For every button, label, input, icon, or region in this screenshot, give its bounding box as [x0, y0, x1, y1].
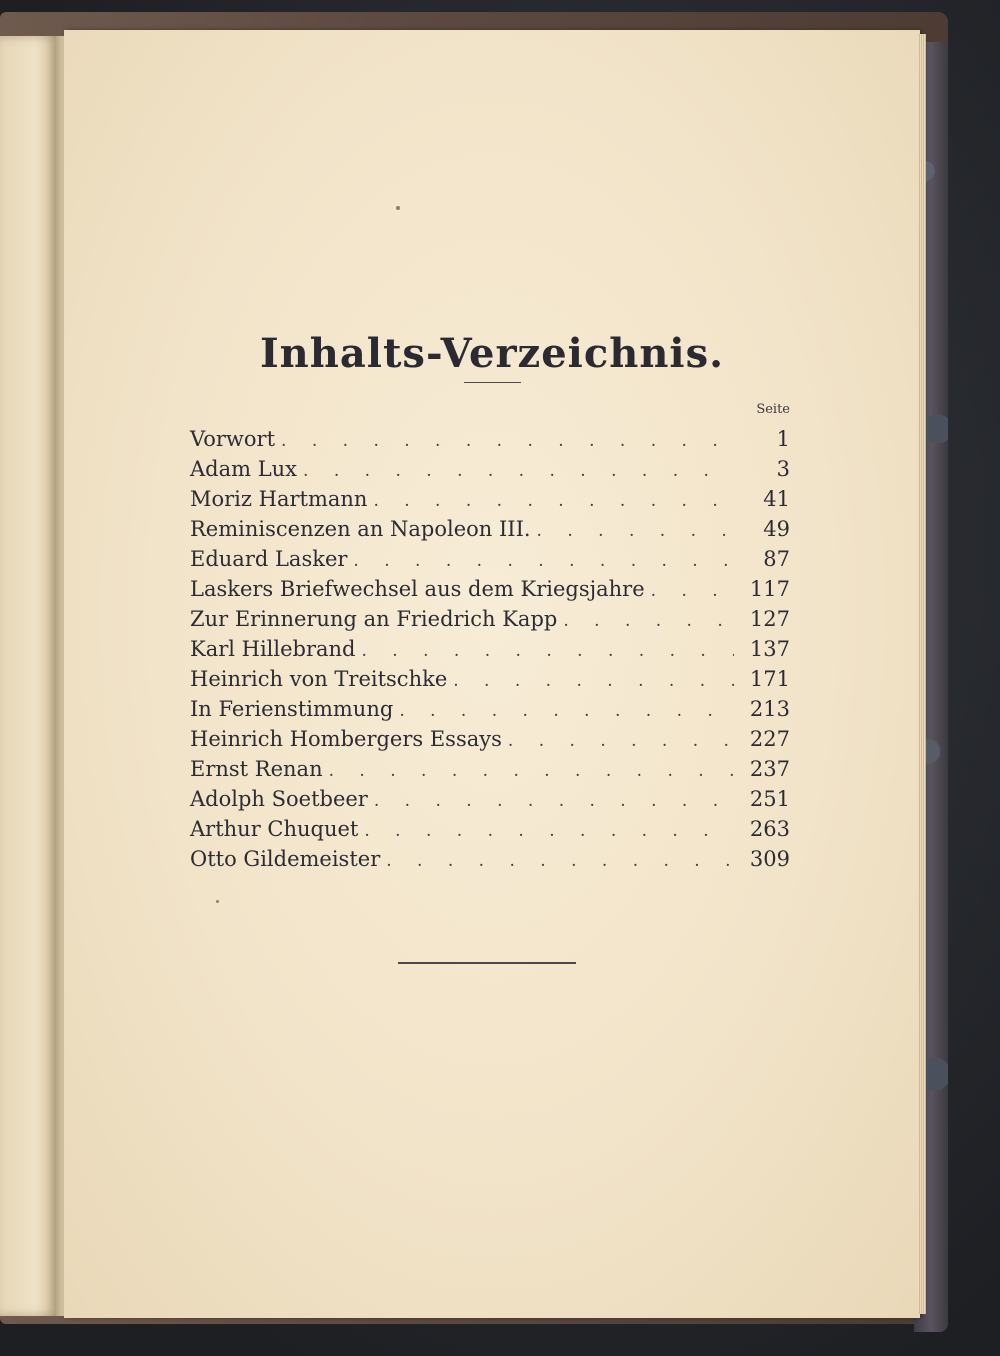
toc-entry-title: Ernst Renan	[190, 757, 323, 781]
toc-entry-title: Arthur Chuquet	[190, 817, 359, 841]
toc-entry	[190, 634, 790, 664]
toc-entry-title: In Ferienstimmung	[190, 697, 394, 721]
toc-entry-page: 263	[749, 817, 790, 841]
toc-leader-dots	[386, 846, 734, 876]
toc-entry	[190, 574, 790, 604]
toc-entry-page: 171	[749, 667, 790, 691]
toc-leader-dots	[353, 546, 734, 576]
toc-entry-title: Zur Erinnerung an Friedrich Kapp	[190, 607, 558, 631]
toc-entry	[190, 664, 790, 694]
toc-leader-dots	[364, 816, 734, 846]
toc-entry-title: Otto Gildemeister	[190, 847, 381, 871]
toc-entry-title: Karl Hillebrand	[190, 637, 356, 661]
toc-entry	[190, 754, 790, 784]
toc-entry	[190, 424, 790, 454]
toc-entry-page: 137	[749, 637, 790, 661]
toc-entry-page: 41	[763, 487, 790, 511]
toc-entry-page: 309	[749, 847, 790, 871]
closing-rule	[398, 962, 576, 964]
toc-entry	[190, 604, 790, 634]
toc-leader-dots	[453, 666, 734, 696]
toc-entry-page: 251	[749, 787, 790, 811]
toc-entry-title: Adolph Soetbeer	[190, 787, 368, 811]
toc-leader-dots	[563, 606, 734, 636]
toc-entry	[190, 724, 790, 754]
toc-entry-title: Laskers Briefwechsel aus dem Kriegsjahre	[190, 577, 645, 601]
toc-entry-title: Reminiscenzen an Napoleon III.	[190, 517, 531, 541]
page-title: Inhalts-Verzeichnis.	[259, 330, 725, 377]
page-column-label: Seite	[756, 402, 790, 417]
title-divider	[464, 382, 521, 383]
left-page	[0, 36, 58, 1316]
toc-entry-page: 213	[749, 697, 790, 721]
toc-leader-dots	[373, 486, 734, 516]
toc-entry	[190, 814, 790, 844]
toc-entry	[190, 694, 790, 724]
toc-leader-dots	[399, 696, 734, 726]
toc-entry-page: 49	[763, 517, 790, 541]
toc-entry-page: 1	[776, 427, 790, 451]
toc-entry	[190, 514, 790, 544]
toc-entry-title: Moriz Hartmann	[190, 487, 368, 511]
paper-speck	[396, 206, 400, 210]
toc-entry	[190, 544, 790, 574]
toc-entry-page: 127	[749, 607, 790, 631]
toc-entry	[190, 484, 790, 514]
toc-entry-title: Adam Lux	[190, 457, 298, 481]
toc-entry-page: 227	[749, 727, 790, 751]
toc-entry-title: Vorwort	[190, 427, 276, 451]
toc-entry	[190, 844, 790, 874]
paper-speck	[216, 900, 219, 903]
toc-leader-dots	[281, 426, 734, 456]
toc-entry-title: Eduard Lasker	[190, 547, 348, 571]
table-of-contents	[190, 424, 790, 874]
toc-entry-page: 87	[763, 547, 790, 571]
toc-leader-dots	[537, 516, 734, 546]
toc-entry	[190, 454, 790, 484]
toc-entry-page: 3	[776, 457, 790, 481]
toc-leader-dots	[362, 636, 735, 666]
toc-leader-dots	[508, 726, 734, 756]
toc-leader-dots	[651, 576, 734, 606]
right-page	[64, 30, 920, 1318]
toc-leader-dots	[374, 786, 734, 816]
toc-entry-title: Heinrich Hombergers Essays	[190, 727, 502, 751]
toc-entry-title: Heinrich von Treitschke	[190, 667, 448, 691]
toc-entry	[190, 784, 790, 814]
toc-entry-page: 237	[749, 757, 790, 781]
toc-leader-dots	[303, 456, 734, 486]
toc-leader-dots	[329, 756, 734, 786]
toc-entry-page: 117	[749, 577, 790, 601]
page-edges	[918, 34, 926, 1314]
